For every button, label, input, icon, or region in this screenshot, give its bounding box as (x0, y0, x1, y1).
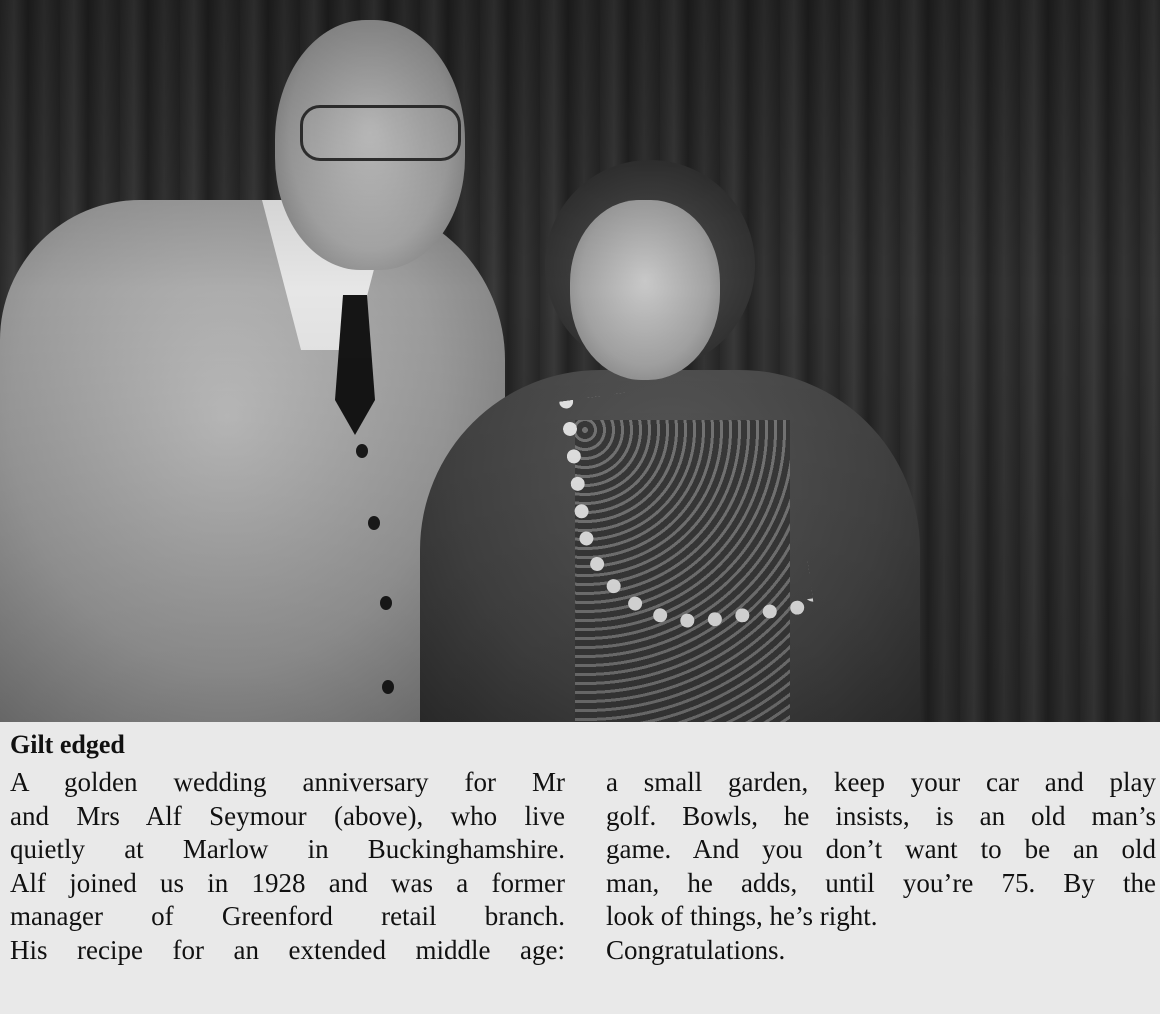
article-column-left (10, 766, 565, 967)
text-line: and Mrs Alf Seymour (above), who live (10, 800, 565, 831)
text-line: man, he adds, until you’re 75. By the (606, 867, 1156, 898)
text-line: a small garden, keep your car and play (606, 767, 1156, 797)
headline: Gilt edged (10, 730, 125, 759)
text-line: look of things, he’s right. (606, 901, 878, 931)
article-column-right (606, 766, 1156, 967)
text-line: A golden wedding anniversary for Mr (10, 767, 565, 797)
text-line: golf. Bowls, he insists, is an old man’s (606, 800, 1156, 831)
article (0, 722, 1160, 1014)
text-line: His recipe for an extended middle age: (10, 934, 565, 965)
text-line: quietly at Marlow in Buckinghamshire. (10, 834, 565, 864)
text-line: game. And you don’t want to be an old (606, 834, 1156, 864)
text-line: manager of Greenford retail branch. (10, 901, 565, 931)
text-line: Congratulations. (606, 934, 786, 965)
text-line: Alf joined us in 1928 and was a former (10, 867, 565, 898)
